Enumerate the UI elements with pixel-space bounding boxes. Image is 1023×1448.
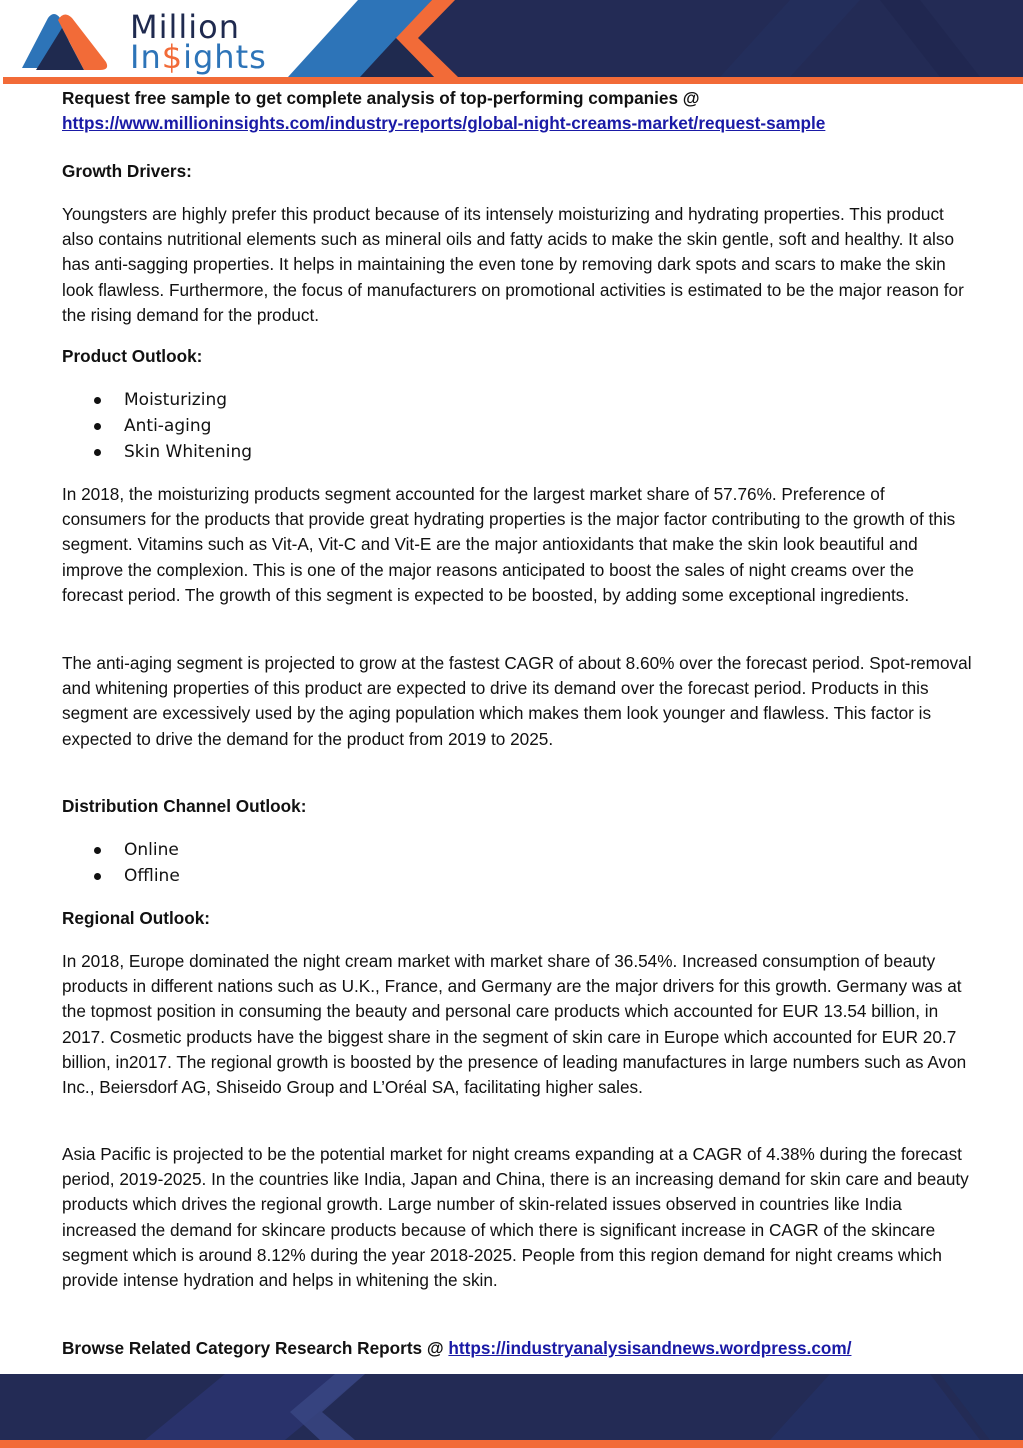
request-sample-section [62,86,972,136]
europe-paragraph: In 2018, Europe dominated the night cream market with market share of 36.54%. Increased consumption of beauty products in different nations such as U.K., France, and Germany are the major drivers for this growth. Germany was at the topmost position in consuming the beauty and personal care products which accounted for EUR 13.54 billion, in 2017. Cosmetic products have the biggest share in the segment of skin care in Europe which accounted for EUR 20.7 billion, in2017. The regional growth is boosted by the presence of leading manufactures in large numbers such as Avon Inc., Beiersdorf AG, Shiseido Group and L’Oréal SA, facilitating higher sales. [62,951,967,1098]
request-sample-text: Request free sample to get complete analysis of top-performing companies @ [62,88,700,108]
list-item: Offline [62,863,972,889]
product-outlook-heading: Product Outlook: [62,346,203,366]
list-item: Anti-aging [62,413,972,439]
distribution-outlook-list [62,837,972,889]
browse-related-text: Browse Related Category Research Reports @ [62,1338,449,1358]
company-logo [18,8,267,76]
growth-drivers-heading: Growth Drivers: [62,161,192,181]
request-sample-link[interactable]: https://www.millioninsights.com/industry-reports/global-night-creams-market/request-sample [62,113,826,134]
list-item: Moisturizing [62,387,972,413]
logo-wordmark-line1: Million [130,8,241,46]
growth-drivers-section [62,159,972,184]
page-footer [0,1374,1023,1448]
moisturizing-paragraph: In 2018, the moisturizing products segment accounted for the largest market share of 57.76%. Preference of consumers for the products that provide great hydrating properties is the major factor contributing to the growth of this segment. Vitamins such as Vit-A, Vit-C and Vit-E are the major antioxidants that make the skin look beautiful and improve the complexion. This is one of the major reasons anticipated to boost the sales of night creams over the forecast period. The growth of this segment is expected to be boosted, by adding some exceptional ingredients. [62,484,956,605]
browse-related-section [62,1336,972,1361]
bullet-icon [94,423,101,430]
regional-outlook-section [62,906,972,931]
logo-dollar-glyph: $ [161,38,184,76]
header-accent-bar [3,77,1023,84]
browse-related-link[interactable]: https://industryanalysisandnews.wordpress.com/ [448,1338,852,1358]
product-outlook-list [62,387,972,465]
bullet-icon [94,397,101,404]
bullet-icon [94,449,101,456]
regional-outlook-heading: Regional Outlook: [62,908,210,928]
bullet-icon [94,873,101,880]
footer-banner-graphic [0,1374,1023,1448]
growth-drivers-paragraph: Youngsters are highly prefer this product because of its intensely moisturizing and hydrating properties. This product also contains nutritional elements such as mineral oils and fatty acids to make the skin gentle, soft and healthy. It also has anti-sagging properties. It helps in maintaining the even tone by removing dark spots and scars to make the skin look flawless. Furthermore, the focus of manufacturers on promotional activities is estimated to be the major reason for the rising demand for the product. [62,204,964,325]
page-header [0,0,1023,84]
list-item: Online [62,837,972,863]
logo-wordmark-line2: In$ights [130,38,267,76]
distribution-outlook-section [62,794,972,819]
product-outlook-section [62,344,972,369]
distribution-outlook-heading: Distribution Channel Outlook: [62,796,307,816]
asia-pacific-paragraph: Asia Pacific is projected to be the potential market for night creams expanding at a CAGR of 4.38% during the forecast period, 2019-2025. In the countries like India, Japan and China, there is an increasing demand for skin care and beauty products which drives the regional growth. Large number of skin-related issues observed in countries like India increased the demand for skincare products because of which there is significant increase in CAGR of the skincare segment which is around 8.12% during the year 2018-2025. People from this region demand for night creams which provide intense hydration and helps in whitening the skin. [62,1144,969,1291]
logo-mark-icon [18,10,118,72]
list-item: Skin Whitening [62,439,972,465]
anti-aging-paragraph: The anti-aging segment is projected to grow at the fastest CAGR of about 8.60% over the forecast period. Spot-removal and whitening properties of this product are expected to drive its demand over the forecast period. Products in this segment are excessively used by the aging population which makes them look younger and flawless. This factor is expected to drive the demand for the product from 2019 to 2025. [62,653,972,749]
bullet-icon [94,847,101,854]
